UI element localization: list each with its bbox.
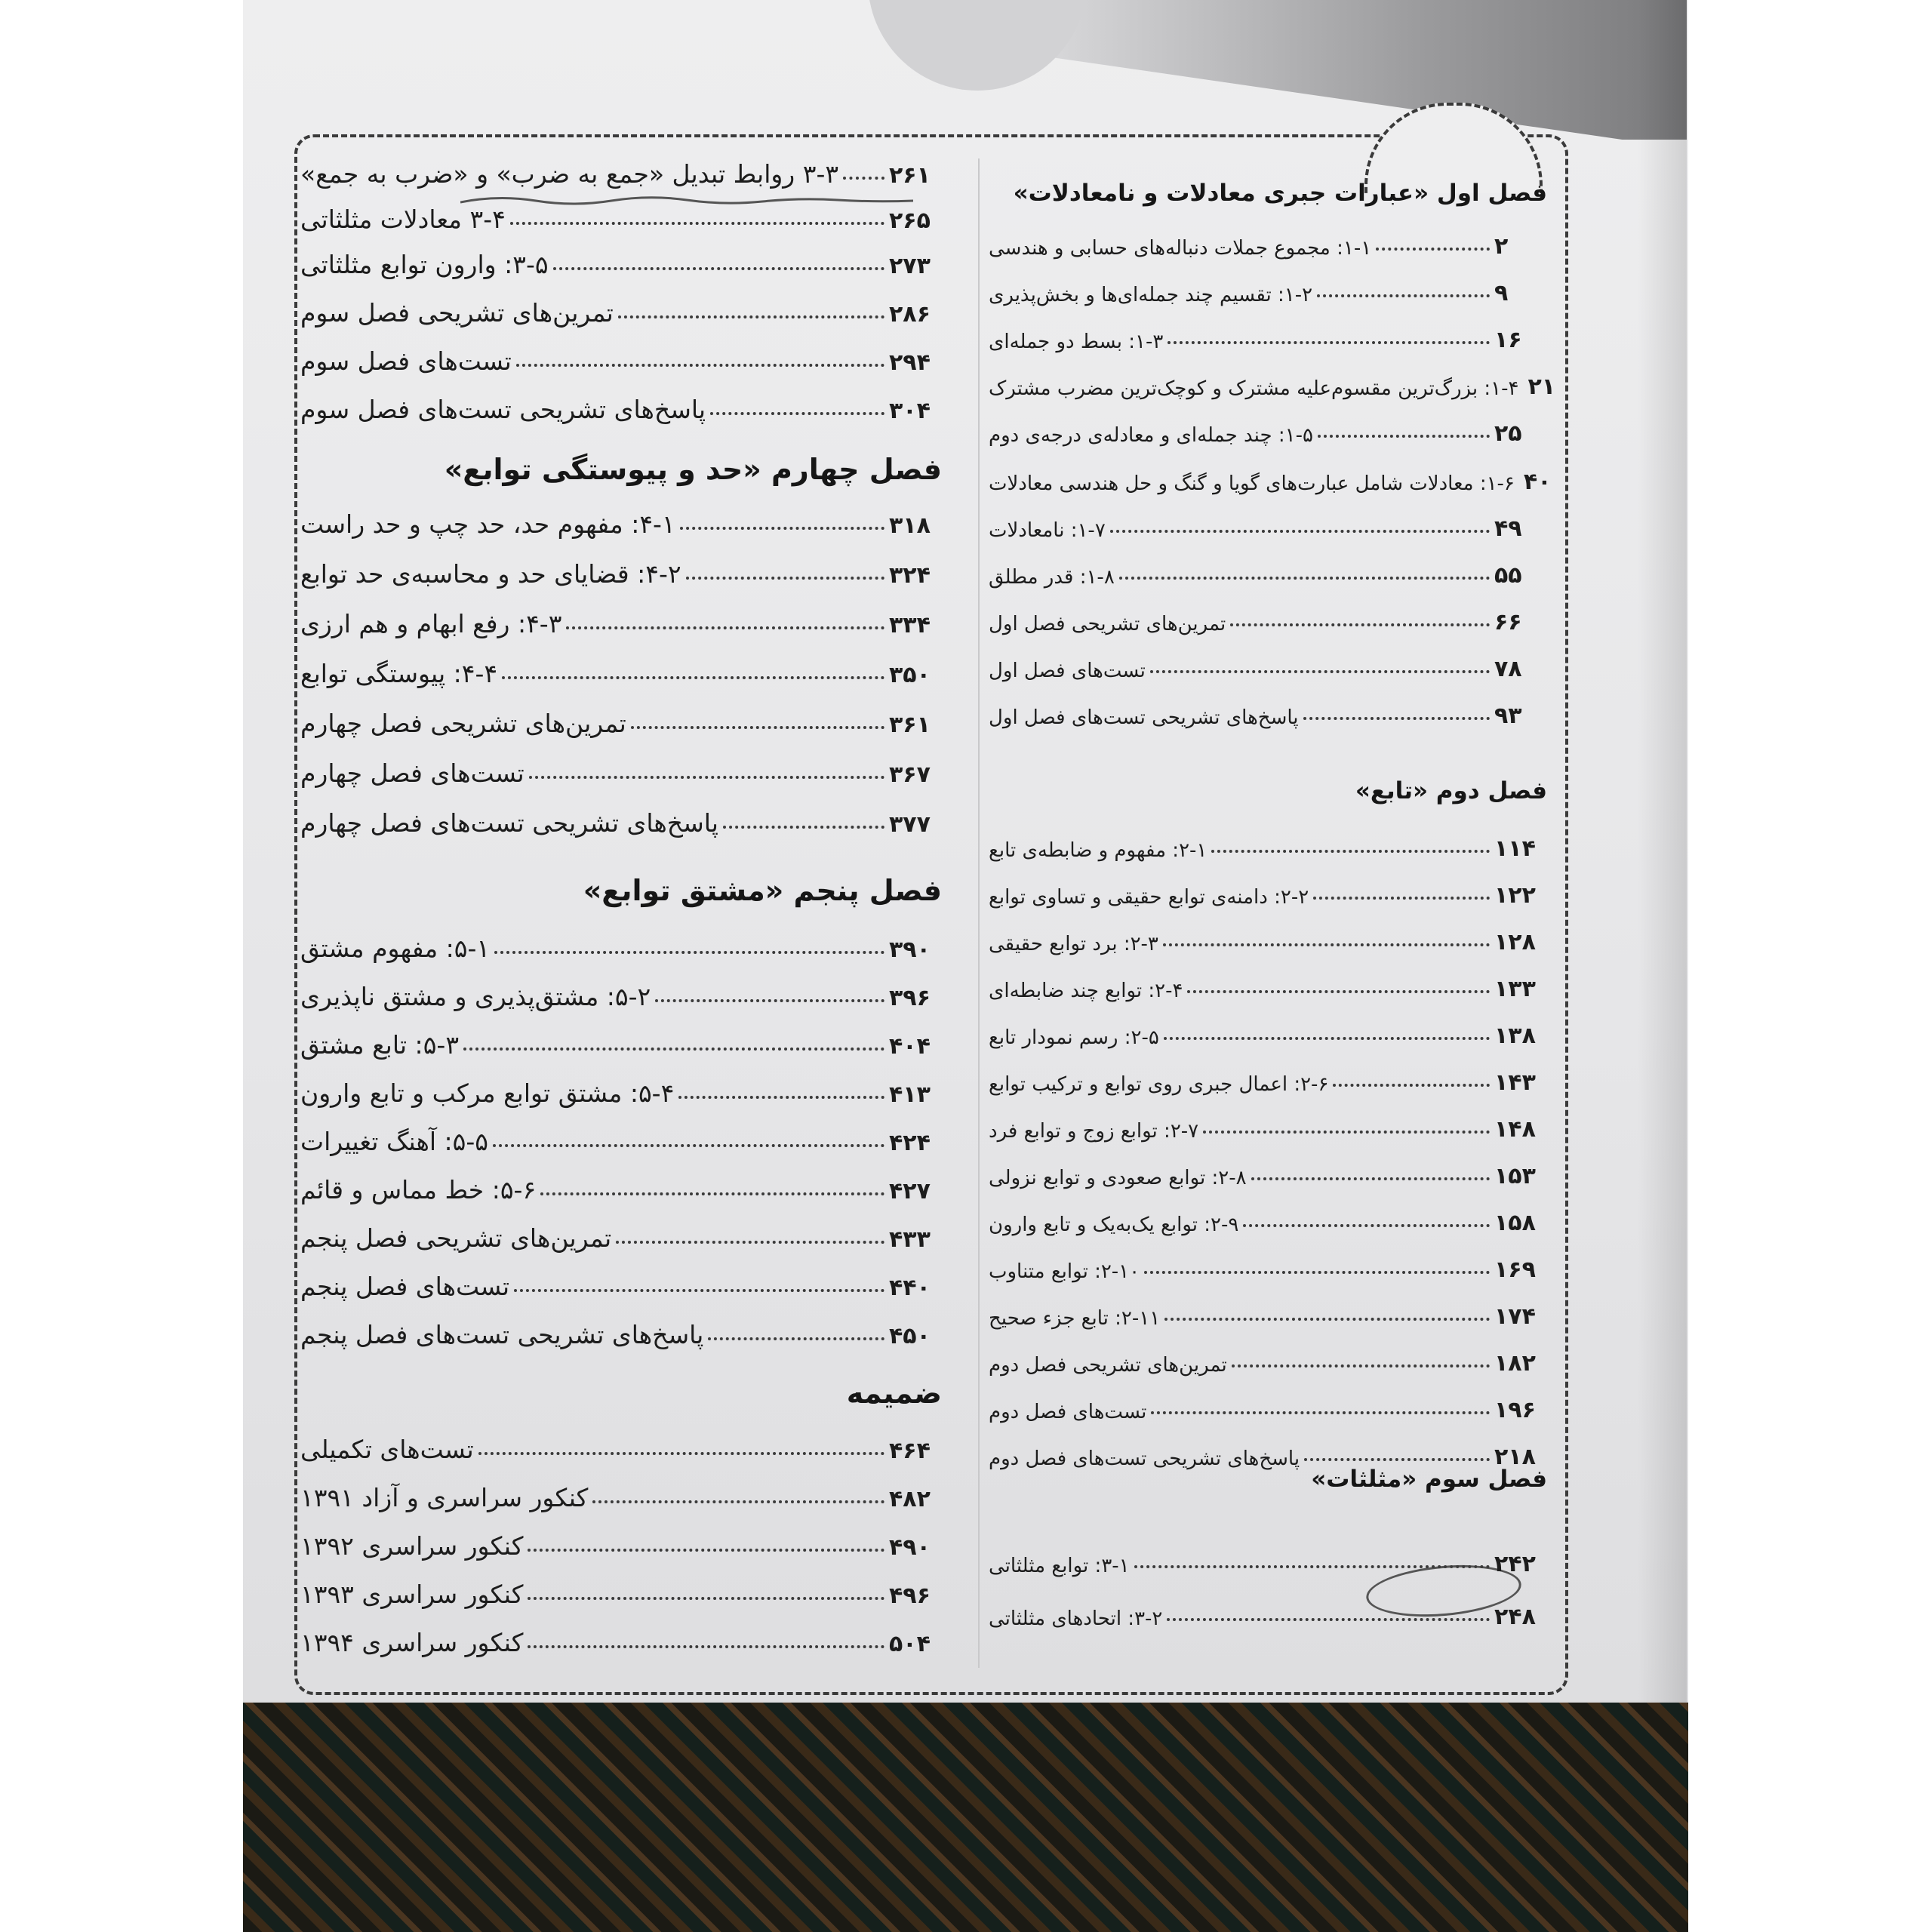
toc-entry-title: تست‌های فصل پنجم [300,1272,510,1301]
leader-dots [631,726,884,729]
leader-dots [514,1289,884,1292]
leader-dots [1164,1318,1490,1321]
leader-dots [566,626,884,629]
leader-dots [478,1452,884,1455]
toc-entry-title: ۲-۳: برد توابع حقیقی [989,933,1158,955]
toc-entry [300,1312,942,1349]
toc-entry-page: ۲۱ [1527,374,1556,400]
toc-entry-title: تست‌های تکمیلی [300,1435,474,1464]
toc-entry-page: ۲۸۶ [889,301,931,328]
toc-entry-title: پاسخ‌های تشریحی تست‌های فصل سوم [300,395,706,424]
toc-entry [300,196,942,234]
toc-entry [989,1198,1547,1236]
toc-entry [300,1620,942,1657]
toc-entry-page: ۴۰ [1523,469,1552,495]
toc-entry-title: ۲-۱۱: تابع جزء صحیح [989,1307,1161,1330]
toc-entry-title: پاسخ‌های تشریحی تست‌های فصل پنجم [300,1320,704,1349]
toc-entry-title: ۱-۷: نامعادلات [989,519,1106,542]
leader-dots [1203,1131,1490,1134]
toc-entry-title: ۳-۴ معادلات مثلثاتی [300,205,506,234]
toc-entry-title: ۳-۲: اتحادهای مثلثاتی [989,1607,1163,1630]
leader-dots [708,1337,884,1340]
leader-dots [710,412,884,415]
toc-entry-page: ۴۸۲ [889,1486,931,1512]
leader-dots [1333,1084,1490,1087]
toc-entry [989,1011,1547,1049]
toc-entry-page: ۳۷۷ [889,811,931,838]
chapter-heading: فصل سوم «مثلثات» [1311,1466,1547,1493]
toc-entry-title: کنکور سراسری ۱۳۹۳ [300,1580,524,1609]
toc-entry [989,691,1547,729]
toc-entry [989,1386,1547,1423]
toc-entry [300,551,942,589]
toc-entry [300,651,942,688]
toc-entry-page: ۲۹۴ [889,349,931,376]
leader-dots [655,999,884,1002]
toc-entry [989,315,1547,353]
toc-entry-page: ۴۳۳ [889,1226,931,1253]
toc-entry-title: ۲-۲: دامنه‌ی توابع حقیقی و تساوی توابع [989,886,1309,909]
toc-entry [300,1118,942,1156]
toc-entry-page: ۱۳۳ [1494,976,1536,1002]
toc-entry-title: ۴-۲: قضایای حد و محاسبه‌ی حد توابع [300,559,681,589]
toc-entry [300,1070,942,1108]
toc-entry-page: ۳۱۸ [889,512,931,539]
leader-dots [1376,248,1490,251]
leader-dots [493,1144,884,1147]
toc-entry-title: ۴-۳: رفع ابهام و هم ارزی [300,609,562,638]
toc-entry-page: ۱۸۲ [1494,1350,1536,1377]
toc-entry-title: پاسخ‌های تشریحی تست‌های فصل دوم [989,1447,1300,1470]
toc-entry [300,501,942,539]
toc-entry-title: ۲-۱۰: توابع متناوب [989,1260,1140,1283]
toc-entry [300,1475,942,1512]
toc-entry [300,1263,942,1301]
toc-entry-page: ۳۲۴ [889,562,931,589]
toc-entry-title: ۲-۱: مفهوم و ضابطه‌ی تابع [989,839,1208,862]
toc-entry-page: ۷۸ [1494,656,1522,682]
toc-entry [300,1022,942,1060]
toc-entry-title: تست‌های فصل اول [989,660,1146,682]
toc-entry-title: پاسخ‌های تشریحی تست‌های فصل اول [989,706,1299,729]
toc-entry-title: تمرین‌های تشریحی فصل دوم [989,1354,1227,1377]
chapter-heading: فصل چهارم «حد و پیوستگی توابع» [444,453,942,486]
toc-entry [300,750,942,788]
toc-entry [989,1432,1547,1470]
leader-dots [1150,670,1490,673]
toc-entry [989,269,1547,306]
toc-entry [989,1105,1547,1143]
toc-entry [300,1426,942,1464]
leader-dots [1232,1364,1490,1367]
leader-dots [1144,1271,1490,1274]
toc-entry-title: ۱-۴: بزرگ‌ترین مقسوم‌علیه مشترک و کوچک‌ترین مضرب مشترک [989,377,1519,400]
toc-entry-page: ۲ [1494,233,1509,260]
toc-entry-page: ۱۴۳ [1494,1069,1536,1096]
leader-dots [680,527,884,530]
toc-entry-page: ۳۶۱ [889,712,931,738]
toc-entry-page: ۱۵۳ [1494,1163,1536,1189]
toc-entry [989,645,1547,682]
spine-shadow [1638,0,1687,1703]
toc-entry [989,457,1552,495]
toc-entry-page: ۱۶ [1494,327,1522,353]
toc-entry-page: ۴۵۰ [889,1323,931,1349]
toc-entry-title: تست‌های فصل چهارم [300,758,525,788]
toc-entry-page: ۲۵ [1494,420,1522,447]
leader-dots [1151,1411,1490,1414]
toc-entry [300,1571,942,1609]
toc-entry-title: ۱-۱: مجموع جملات دنباله‌های حسابی و هندسی [989,237,1372,260]
toc-entry-title: ۱-۳: بسط دو جمله‌ای [989,331,1164,353]
toc-entry-title: ۵-۱: مفهوم مشتق [300,934,491,963]
toc-entry [989,1058,1547,1096]
toc-entry [300,1523,942,1561]
toc-entry-page: ۲۷۳ [889,253,931,279]
toc-entry-page: ۴۲۴ [889,1130,931,1156]
toc-entry-page: ۳۶۷ [889,761,931,788]
toc-entry-page: ۲۴۲ [1494,1551,1536,1577]
leader-dots [1230,623,1490,626]
leader-dots [1243,1224,1490,1227]
leader-dots [528,1645,884,1648]
toc-entry-title: تمرین‌های تشریحی فصل سوم [300,298,614,328]
leader-dots [1163,943,1490,946]
leader-dots [1304,1458,1490,1461]
toc-entry-page: ۶۶ [1494,609,1522,635]
chapter-heading: فصل پنجم «مشتق توابع» [583,874,942,907]
toc-entry [300,800,942,838]
toc-entry-title: ۲-۹: توابع یک‌به‌یک و تابع وارون [989,1214,1239,1236]
toc-entry-page: ۴۹۰ [889,1534,931,1561]
toc-entry [989,824,1547,862]
toc-entry-page: ۳۹۶ [889,985,931,1011]
background-left [0,0,243,1932]
toc-entry [300,151,942,189]
toc-entry-page: ۴۶۴ [889,1438,931,1464]
leader-dots [510,222,884,225]
toc-entry-title: پاسخ‌های تشریحی تست‌های فصل چهارم [300,808,718,838]
chapter-heading: فصل دوم «تابع» [1355,777,1547,804]
toc-entry [300,925,942,963]
leader-dots [1167,1618,1490,1621]
toc-entry-page: ۴۴۰ [889,1275,931,1301]
leader-dots [1110,530,1490,533]
toc-entry [989,504,1547,542]
leader-dots [528,1597,884,1600]
leader-dots [1317,294,1490,297]
toc-entry-page: ۱۳۸ [1494,1023,1536,1049]
toc-entry-title: ۲-۵: رسم نمودار تابع [989,1026,1159,1049]
toc-entry-page: ۴۹۶ [889,1583,931,1609]
toc-entry-title: ۳-۱: توابع مثلثاتی [989,1555,1130,1577]
leader-dots [686,577,884,580]
toc-entry-title: ۲-۸: توابع صعودی و توابع نزولی [989,1167,1247,1189]
toc-entry-title: تست‌های فصل دوم [989,1401,1147,1423]
toc-entry-title: ۲-۷: توابع زوج و توابع فرد [989,1120,1199,1143]
appendix-heading: ضمیمه [846,1377,942,1410]
toc-entry-page: ۹ [1494,280,1509,306]
leader-dots [1211,850,1490,853]
leader-dots [843,177,884,180]
toc-entry [989,871,1547,909]
toc-entry-title: ۲-۴: توابع چند ضابطه‌ای [989,980,1183,1002]
leader-dots [723,826,884,829]
toc-entry-title: ۱-۶: معادلات شامل عبارت‌های گویا و گنگ و حل هندسی معادلات [989,472,1515,495]
leader-dots [1119,577,1490,580]
toc-entry-title: ۴-۱: مفهوم حد، حد چپ و حد راست [300,509,675,539]
toc-entry-page: ۱۲۲ [1494,882,1536,909]
toc-entry-title: ۵-۲: مشتق‌پذیری و مشتق ناپذیری [300,982,651,1011]
toc-entry-title: ۳-۵: وارون توابع مثلثاتی [300,250,549,279]
toc-entry-title: تمرین‌های تشریحی فصل پنجم [300,1223,612,1253]
toc-entry-title: ۵-۴: مشتق توابع مرکب و تابع وارون [300,1078,675,1108]
toc-entry-title: تست‌های فصل سوم [300,346,512,376]
toc-entry-page: ۹۳ [1494,703,1522,729]
toc-entry-page: ۵۰۴ [889,1631,931,1657]
toc-entry-page: ۱۱۴ [1494,835,1536,862]
toc-entry [989,1592,1547,1630]
toc-entry [300,386,942,424]
leader-dots [540,1192,884,1195]
toc-entry-page: ۳۳۴ [889,612,931,638]
toc-entry-page: ۲۱۸ [1494,1444,1536,1470]
toc-entry [989,1245,1547,1283]
toc-entry [989,918,1547,955]
toc-entry-title: کنکور سراسری ۱۳۹۴ [300,1628,524,1657]
toc-entry [989,551,1547,589]
toc-entry-page: ۵۵ [1494,562,1522,589]
toc-entry-page: ۱۷۴ [1494,1303,1536,1330]
toc-entry [989,598,1547,635]
toc-entry [989,1339,1547,1377]
leader-dots [1251,1177,1490,1180]
toc-entry [989,222,1547,260]
toc-entry-title: ۲-۶: اعمال جبری روی توابع و ترکیب توابع [989,1073,1329,1096]
leader-dots [1134,1565,1490,1568]
toc-entry-title: ۵-۶: خط مماس و قائم [300,1175,537,1204]
toc-entry-title: ۵-۵: آهنگ تغییرات [300,1127,488,1156]
toc-entry [989,1292,1547,1330]
toc-entry [300,1167,942,1204]
leader-dots [1313,897,1490,900]
leader-dots [678,1096,884,1099]
leader-dots [1168,341,1490,344]
toc-entry-page: ۱۵۸ [1494,1210,1536,1236]
toc-entry-page: ۳۰۴ [889,398,931,424]
leader-dots [528,1549,884,1552]
toc-entry-title: ۴-۴: پیوستگی توابع [300,659,498,688]
leader-dots [553,267,884,270]
leader-dots [618,315,884,318]
toc-entry-page: ۲۴۸ [1494,1604,1536,1630]
chapter-heading: فصل اول «عبارات جبری معادلات و نامعادلات» [1013,180,1547,207]
toc-entry [300,290,942,328]
leader-dots [529,776,884,779]
leader-dots [1164,1037,1490,1040]
toc-entry-page: ۱۴۸ [1494,1116,1536,1143]
leader-dots [1303,717,1490,720]
leader-dots [494,951,884,954]
leader-dots [516,364,884,367]
toc-entry-page: ۴۱۳ [889,1081,931,1108]
leader-dots [502,676,884,679]
toc-entry-page: ۱۶۹ [1494,1257,1536,1283]
toc-entry-title: کنکور سراسری و آزاد ۱۳۹۱ [300,1483,589,1512]
toc-entry [989,409,1547,447]
column-divider [978,158,980,1668]
toc-entry-page: ۳۵۰ [889,662,931,688]
toc-entry-page: ۲۶۵ [889,208,931,234]
toc-entry [989,362,1556,400]
toc-entry [300,242,942,279]
toc-entry-title: ۵-۳: تابع مشتق [300,1030,460,1060]
leader-dots [463,1048,884,1051]
toc-entry-page: ۴۲۷ [889,1178,931,1204]
toc-entry [300,338,942,376]
toc-entry-title: ۳-۳ روابط تبدیل «جمع به ضرب» و «ضرب به جمع» [300,159,839,189]
toc-entry [989,1540,1547,1577]
toc-entry [300,974,942,1011]
toc-entry [989,1152,1547,1189]
toc-entry-page: ۴۹ [1494,515,1522,542]
background-right [1687,0,1932,1932]
toc-entry-page: ۳۹۰ [889,937,931,963]
toc-entry [300,700,942,738]
toc-entry-title: ۱-۸: قدر مطلق [989,566,1115,589]
toc-entry-page: ۴۰۴ [889,1033,931,1060]
leader-dots [616,1241,884,1244]
toc-entry-page: ۱۹۶ [1494,1397,1536,1423]
toc-entry-page: ۲۶۱ [889,162,931,189]
toc-entry-title: تمرین‌های تشریحی فصل اول [989,613,1226,635]
toc-entry [989,964,1547,1002]
leader-dots [1318,435,1490,438]
toc-entry-title: ۱-۲: تقسیم چند جمله‌ای‌ها و بخش‌پذیری [989,284,1313,306]
toc-entry [300,601,942,638]
toc-entry-title: تمرین‌های تشریحی فصل چهارم [300,709,626,738]
toc-entry-page: ۱۲۸ [1494,929,1536,955]
carpet-background [243,1703,1688,1932]
toc-entry-title: ۱-۵: چند جمله‌ای و معادله‌ی درجه‌ی دوم [989,424,1313,447]
leader-dots [592,1500,884,1503]
leader-dots [1187,990,1490,993]
toc-entry-title: کنکور سراسری ۱۳۹۲ [300,1531,524,1561]
toc-entry [300,1215,942,1253]
